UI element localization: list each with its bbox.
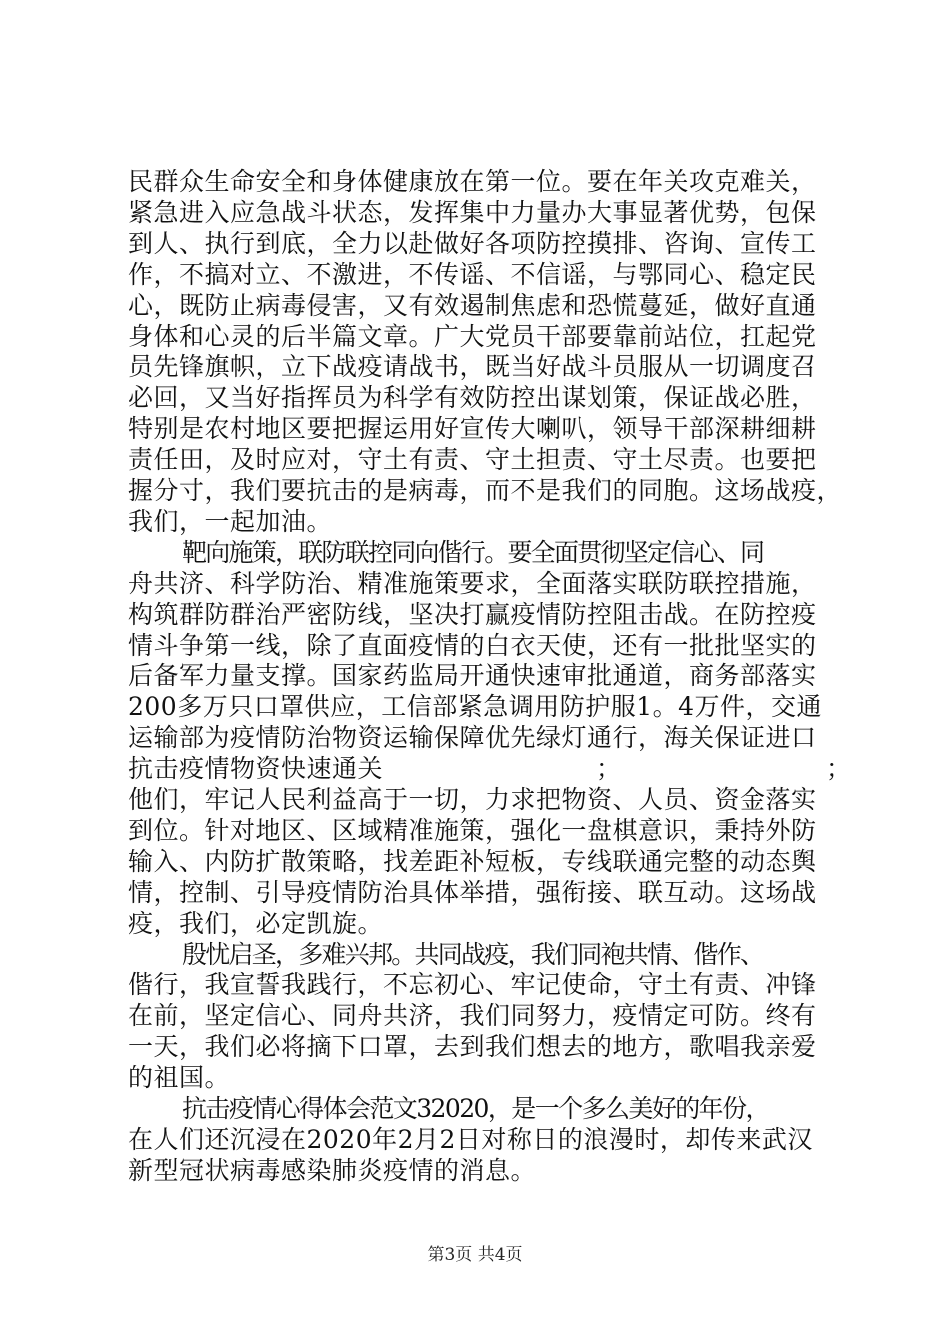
semicolon-mark: ； — [596, 754, 622, 784]
text-line: 到位。针对地区、区域精准施策，强化一盘棋意识，秉持外防 — [128, 815, 817, 845]
text-line: 责任田，及时应对，守土有责、守土担责、守土尽责。也要把 — [128, 445, 817, 475]
text-line: 舟共济、科学防治、精准施策要求，全面落实联防联控措施， — [128, 568, 817, 598]
text-line: 抗击疫情物资快速通关 — [128, 754, 384, 784]
text-line: 到人、执行到底，全力以赴做好各项防控摸排、咨询、宣传工 — [128, 228, 817, 258]
text-line: 偕行，我宣誓我践行，不忘初心、牢记使命，守土有责、冲锋 — [128, 970, 817, 1000]
text-line: 在人们还沉浸在2020年2月2日对称日的浪漫时，却传来武汉 — [128, 1124, 813, 1154]
paragraph-first-line: 抗击疫情心得体会范文32020，是一个多么美好的年份， — [182, 1094, 769, 1123]
text-line: 握分寸，我们要抗击的是病毒，而不是我们的同胞。这场战疫， — [128, 476, 843, 505]
text-line: 必回，又当好指挥员为科学有效防控出谋划策，保证战必胜， — [128, 383, 817, 413]
text-line: 身体和心灵的后半篇文章。广大党员干部要靠前站位，扛起党 — [128, 321, 817, 351]
paragraph-first-line: 殷忧启圣，多难兴邦。共同战疫，我们同袍共情、偕作、 — [182, 939, 764, 969]
text-line: 新型冠状病毒感染肺炎疫情的消息。 — [128, 1155, 537, 1185]
text-line: 一天，我们必将摘下口罩，去到我们想去的地方，歌唱我亲爱 — [128, 1032, 817, 1062]
text-line: 200多万只口罩供应，工信部紧急调用防护服1。4万件，交通 — [128, 692, 823, 722]
text-line: 运输部为疫情防治物资运输保障优先绿灯通行，海关保证进口 — [128, 723, 817, 753]
text-line: 作，不搞对立、不激进，不传谣、不信谣，与鄂同心、稳定民 — [128, 259, 817, 289]
text-line: 输入、内防扩散策略，找差距补短板，专线联通完整的动态舆 — [128, 846, 817, 876]
text-line: 心，既防止病毒侵害，又有效遏制焦虑和恐慌蔓延，做好直通 — [128, 290, 817, 320]
text-line: 我们，一起加油。 — [128, 506, 333, 536]
text-line: 在前，坚定信心、同舟共济，我们同努力，疫情定可防。终有 — [128, 1001, 817, 1031]
text-line: 特别是农村地区要把握运用好宣传大喇叭，领导干部深耕细耕 — [128, 414, 817, 444]
paragraph-first-line: 靶向施策，联防联控同向偕行。要全面贯彻坚定信心、同 — [182, 537, 764, 567]
text-line: 疫，我们，必定凯旋。 — [128, 908, 384, 938]
text-line: 情斗争第一线，除了直面疫情的白衣天使，还有一批批坚实的 — [128, 630, 817, 660]
semicolon-mark: ； — [826, 754, 852, 784]
text-line: 紧急进入应急战斗状态，发挥集中力量办大事显著优势，包保 — [128, 197, 817, 227]
text-line: 的祖国。 — [128, 1063, 231, 1093]
text-line: 民群众生命安全和身体健康放在第一位。要在年关攻克难关， — [128, 167, 817, 196]
text-line: 后备军力量支撑。国家药监局开通快速审批通道，商务部落实 — [128, 661, 817, 691]
page-footer: 第3页 共4页 — [427, 1245, 523, 1265]
text-line: 他们，牢记人民利益高于一切，力求把物资、人员、资金落实 — [128, 785, 817, 814]
text-line: 情，控制、引导疫情防治具体举措，强衔接、联互动。这场战 — [128, 877, 817, 907]
text-line: 员先锋旗帜，立下战疫请战书，既当好战斗员服从一切调度召 — [128, 352, 817, 382]
text-line: 构筑群防群治严密防线，坚决打赢疫情防控阻击战。在防控疫 — [128, 599, 817, 629]
